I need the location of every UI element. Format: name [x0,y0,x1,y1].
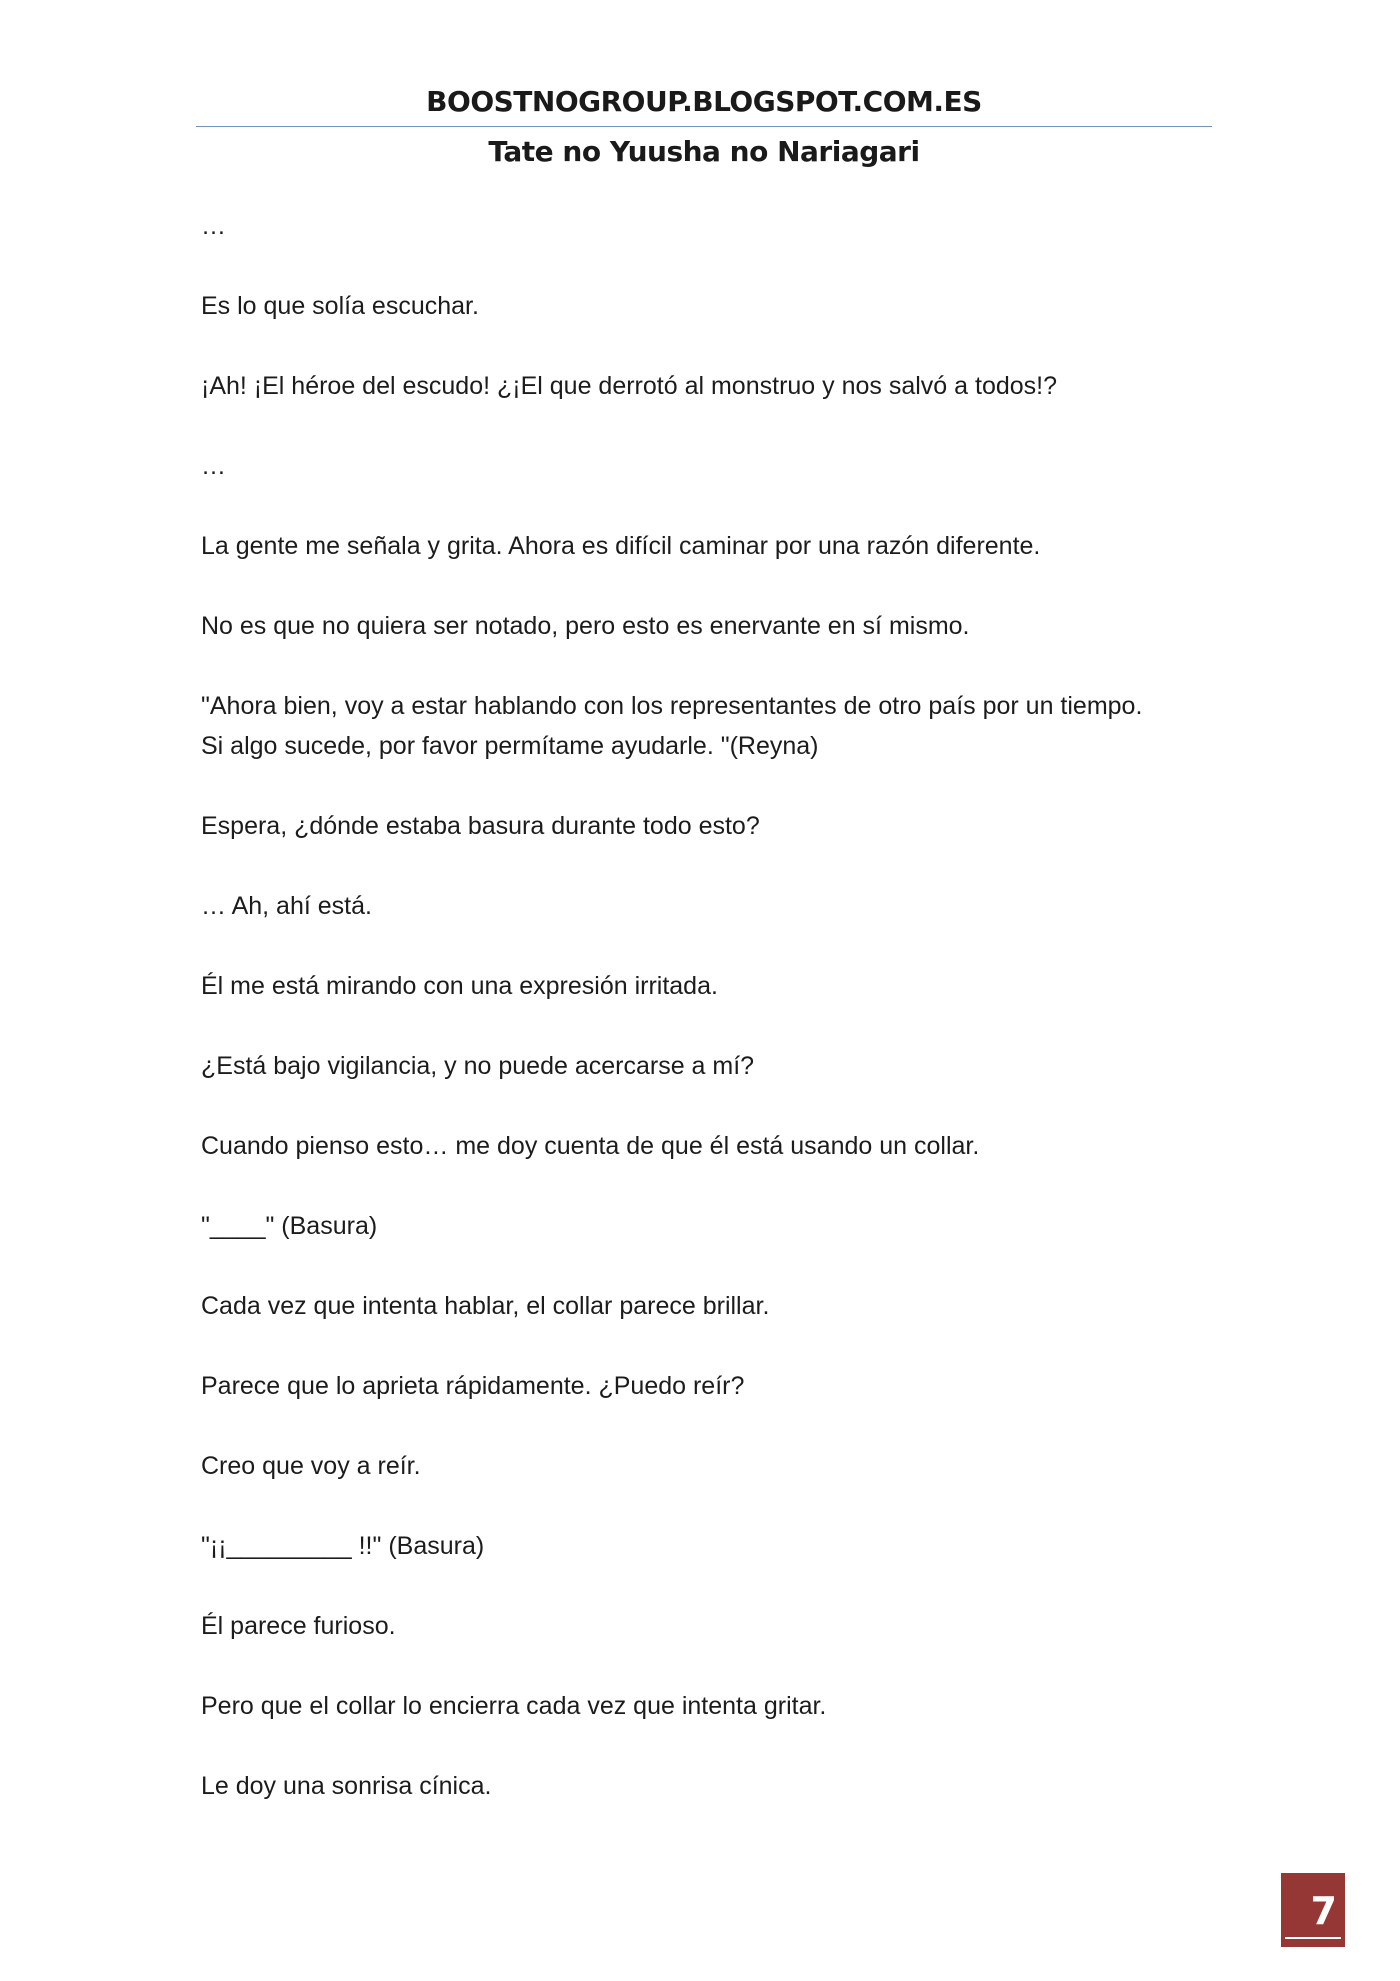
paragraph: Creo que voy a reír. [201,1452,421,1480]
paragraph: Le doy una sonrisa cínica. [201,1772,492,1800]
paragraph: … Ah, ahí está. [201,892,372,920]
page-number-badge [1281,1873,1345,1947]
paragraph: ¿Está bajo vigilancia, y no puede acercarse a mí? [201,1052,755,1080]
paragraph: "¡¡_________ !!" (Basura) [201,1532,485,1560]
paragraph: ¡Ah! ¡El héroe del escudo! ¿¡El que derrotó al monstruo y nos salvó a todos!? [201,372,1058,400]
paragraph: Cuando pienso esto… me doy cuenta de que él está usando un collar. [201,1132,980,1160]
header-rule [196,126,1212,127]
page-number-underline [1285,1937,1341,1939]
page-number: 7 [1310,1889,1337,1933]
paragraph: Pero que el collar lo encierra cada vez que intenta gritar. [201,1692,827,1720]
paragraph: "____" (Basura) [201,1212,378,1240]
paragraph: No es que no quiera ser notado, pero esto es enervante en sí mismo. [201,612,970,640]
paragraph: Parece que lo aprieta rápidamente. ¿Puedo reír? [201,1372,745,1400]
paragraph: Él me está mirando con una expresión irritada. [201,972,718,1000]
site-url: BOOSTNOGROUP.BLOGSPOT.COM.ES [426,85,982,118]
paragraph: … [201,212,226,240]
paragraph: Cada vez que intenta hablar, el collar parece brillar. [201,1292,770,1320]
paragraph: Es lo que solía escuchar. [201,292,479,320]
paragraph: Espera, ¿dónde estaba basura durante todo esto? [201,812,760,840]
book-title: Tate no Yuusha no Nariagari [488,135,920,168]
paragraph: Él parece furioso. [201,1612,396,1640]
page-header [196,82,1212,172]
paragraph: "Ahora bien, voy a estar hablando con los representantes de otro país por un tiempo. Si algo sucede, por favor permítame ayudarle. "(Reyna) [201,692,1143,760]
paragraph: La gente me señala y grita. Ahora es difícil caminar por una razón diferente. [201,532,1041,560]
paragraph: … [201,452,226,480]
body-text [201,206,1201,1846]
